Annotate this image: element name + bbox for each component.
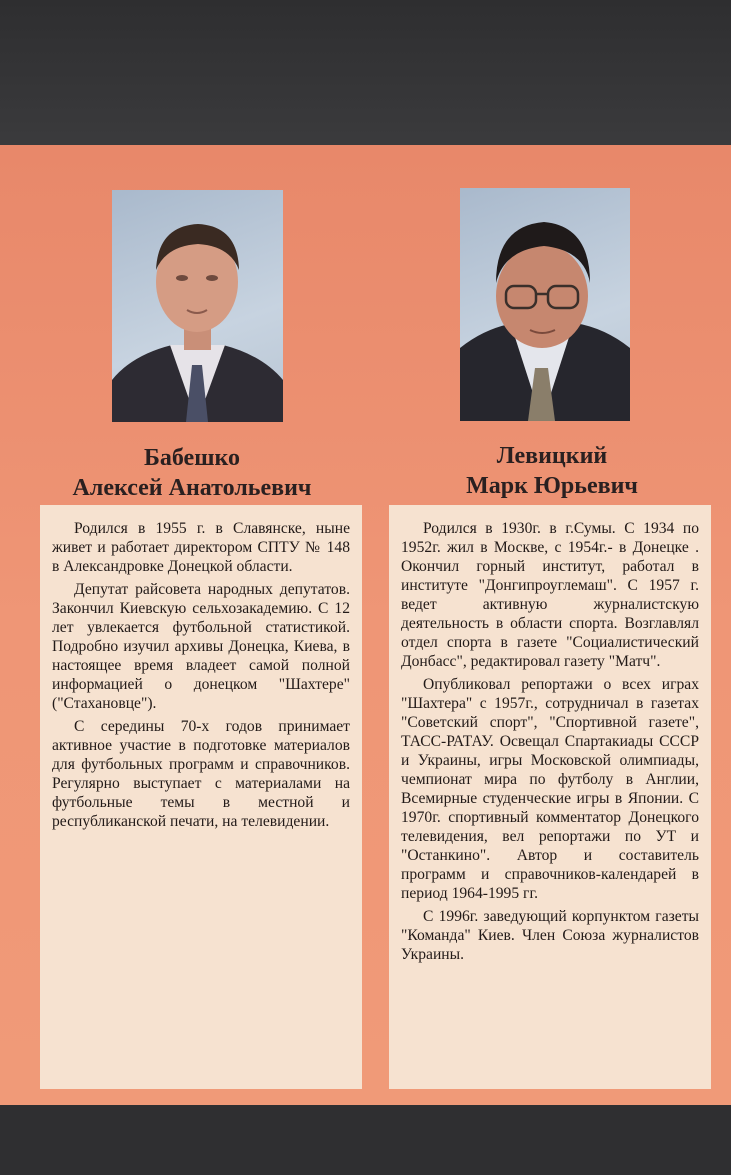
name-left	[32, 443, 352, 503]
name-right	[392, 441, 712, 501]
bio-right-paragraph-2: Опубликовал репортажи о всех играх "Шахтера" с 1957г., сотрудничал в газетах "Советский спорт", "Спортивной газете", ТАСС-РАТАУ. Освещал Спартакиады СССР и Украины, игры Московской олимпиады, чемпионат мира по футболу в Англии, Всемирные студенческие игры в Японии. С 1970г. спортивный комментатор Донецкого телевидения, вел репортажи по УТ и "Останкино". Автор и составитель программ и справочников-календарей в период 1964-1995 гг.	[401, 676, 699, 902]
bio-right-paragraph-1: Родился в 1930г. в г.Сумы. С 1934 по 1952г. жил в Москве, с 1954г.- в Донецке . Окончил горный институт, работал в институте "Донгипроуглемаш". С 1957 г. ведет активную журналистскую деятельность в области спорта. Возглавлял отдел спорта в газете "Социалистический Донбасс", редактировал газету "Матч".	[401, 520, 699, 670]
bio-left-paragraph-3: С середины 70-х годов принимает активное участие в подготовке материалов для футбольных программ и справочников. Регулярно выступает с материалами на футбольные темы в местной и республиканской печати, на телевидении.	[52, 718, 350, 830]
given-names-left: Алексей Анатольевич	[72, 475, 312, 501]
given-names-right: Марк Юрьевич	[466, 473, 638, 499]
portrait-photo-icon	[460, 188, 630, 421]
bio-panel-right	[389, 505, 711, 1089]
portrait-photo-icon	[112, 190, 283, 422]
surname-left: Бабешко	[144, 445, 240, 471]
bio-panel-left	[40, 505, 362, 1089]
surname-right: Левицкий	[496, 443, 608, 469]
top-dark-band	[0, 0, 731, 150]
bio-left-paragraph-2: Депутат райсовета народных депутатов. Закончил Киевскую сельхозакадемию. С 12 лет увлекается футбольной статистикой. Подробно изучил архивы Донецка, Киева, в настоящее время владеет самой полной информацией о донецком "Шахтере" ("Стахановце").	[52, 581, 350, 712]
portrait-levitsky	[460, 188, 630, 421]
bio-right-paragraph-3: С 1996г. заведующий корпунктом газеты "Команда" Киев. Член Союза журналистов Украины.	[401, 908, 699, 963]
portrait-babeshko	[112, 190, 283, 422]
bio-left-paragraph-1: Родился в 1955 г. в Славянске, ныне живет и работает директором СПТУ № 148 в Александровке Донецкой области.	[52, 520, 350, 575]
bottom-dark-band	[0, 1105, 731, 1175]
